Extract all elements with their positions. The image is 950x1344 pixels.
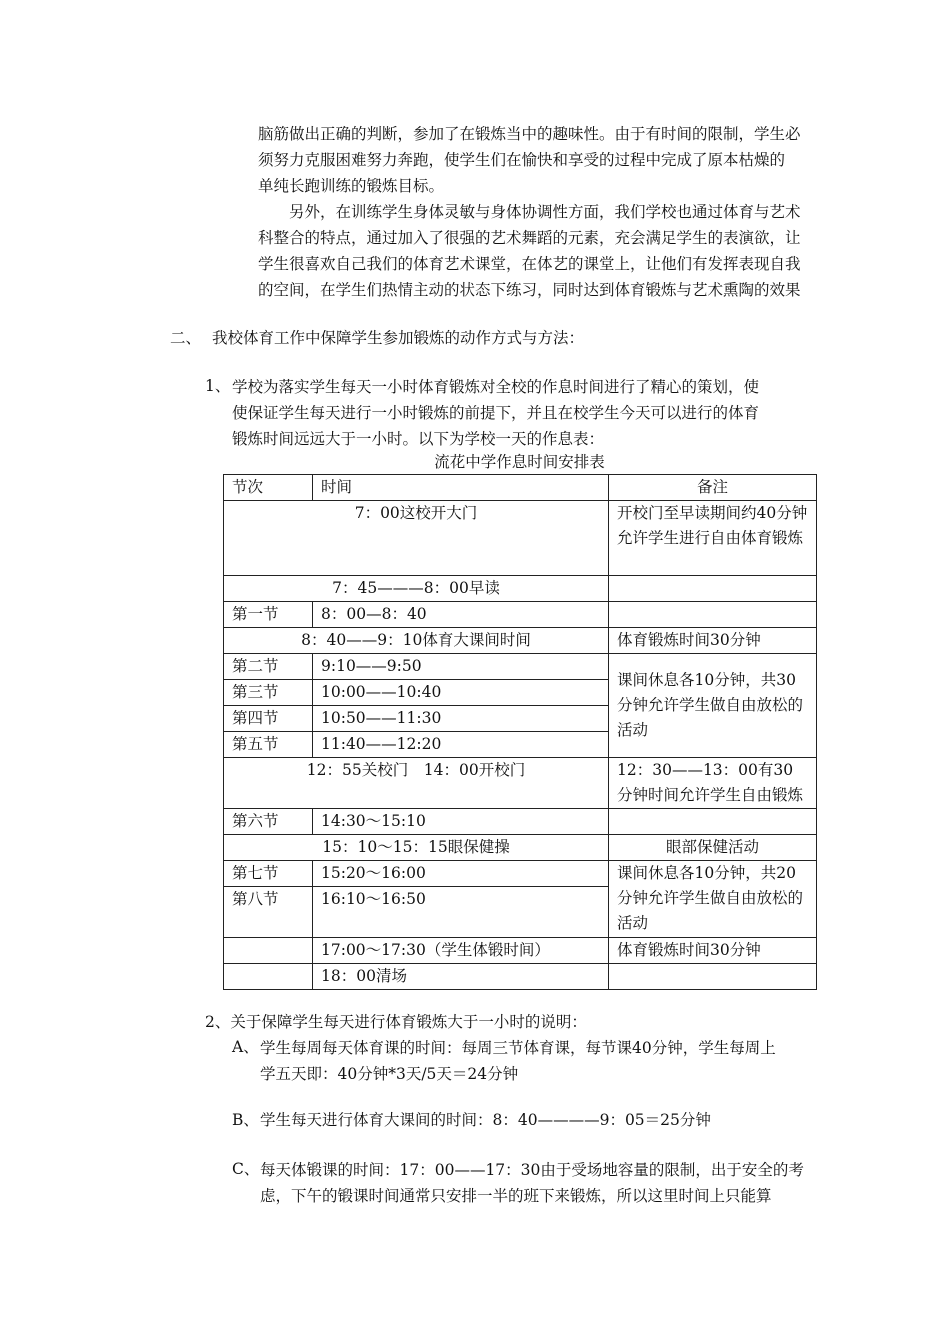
- row-morning-break-note: 课间休息各10分钟，共30分钟允许学生做自由放松的活动: [609, 654, 817, 758]
- row-open-note: 开校门至早读期间约40分钟允许学生进行自由体育锻炼: [609, 501, 817, 576]
- item1-paragraph: [232, 374, 810, 452]
- table-row: [224, 809, 817, 835]
- row-open-time: 7：00这校开大门: [224, 501, 609, 576]
- period-label: 第四节: [224, 706, 313, 732]
- period-label: 第二节: [224, 654, 313, 680]
- period-label-empty: [224, 938, 313, 964]
- period-label: 第六节: [224, 809, 313, 835]
- row-big-break: 8：40——9：10体育大课间时间: [224, 628, 609, 654]
- table-row: [224, 576, 817, 602]
- intro-line: 科整合的特点，通过加入了很强的艺术舞蹈的元素，充会满足学生的表演欲，让: [258, 229, 801, 247]
- header-note: 备注: [609, 475, 817, 501]
- intro-line: 须努力克服困难努力奔跑，使学生们在愉快和享受的过程中完成了原本枯燥的: [258, 151, 786, 169]
- row-exercise-note: 体育锻炼时间30分钟: [609, 938, 817, 964]
- period-time: 8：00—8：40: [313, 602, 609, 628]
- row-morning-read: 7：45———8：00早读: [224, 576, 609, 602]
- intro-line: 学生很喜欢自己我们的体育艺术课堂，在体艺的课堂上，让他们有发挥表现自我: [258, 255, 801, 273]
- intro-paragraph: [258, 121, 810, 303]
- table-row: [224, 938, 817, 964]
- row-eye-note: 眼部保健活动: [609, 835, 817, 861]
- item1-line: 锻炼时间远远大于一小时。以下为学校一天的作息表：: [232, 430, 605, 448]
- item2-b-label: B、: [232, 1111, 259, 1129]
- row-empty-note: [609, 809, 817, 835]
- row-big-break-note: 体育锻炼时间30分钟: [609, 628, 817, 654]
- period-label: 第三节: [224, 680, 313, 706]
- table-row: [224, 628, 817, 654]
- item2-title: 2、关于保障学生每天进行体育锻炼大于一小时的说明：: [205, 1013, 587, 1031]
- row-clear-time: 18：00清场: [313, 964, 609, 990]
- item2-line: 虑，下午的锻课时间通常只安排一半的班下来锻炼，所以这里时间上只能算: [260, 1187, 772, 1205]
- period-label-empty: [224, 964, 313, 990]
- table-row: [224, 501, 817, 576]
- table-row: [224, 602, 817, 628]
- period-label: 第五节: [224, 732, 313, 758]
- row-exercise-time: 17:00～17:30（学生体锻时间）: [313, 938, 609, 964]
- table-row: [224, 835, 817, 861]
- table-caption: 流花中学作息时间安排表: [434, 453, 605, 471]
- period-time: 10:00——10:40: [313, 680, 609, 706]
- item-number: 1、: [205, 377, 231, 395]
- item1-line: 使保证学生每天进行一小时锻炼的前提下，并且在校学生今天可以进行的体育: [232, 404, 760, 422]
- item2-c-label: C、: [232, 1160, 260, 1178]
- period-time: 15:20～16:00: [313, 861, 609, 887]
- table-row: [224, 861, 817, 887]
- row-empty-note: [609, 602, 817, 628]
- item2-a-label: A、: [232, 1038, 259, 1056]
- row-noon-note: 12：30——13：00有30分钟时间允许学生自由锻炼: [609, 758, 817, 809]
- row-empty-note: [609, 964, 817, 990]
- row-noon: 12：55关校门 14：00开校门: [224, 758, 609, 809]
- table-header-row: [224, 475, 817, 501]
- section-number: 二、: [170, 329, 202, 347]
- period-label: 第八节: [224, 887, 313, 938]
- period-time: 16:10～16:50: [313, 887, 609, 938]
- row-afternoon-break-note: 课间休息各10分钟，共20分钟允许学生做自由放松的活动: [609, 861, 817, 938]
- item2-line: 每天体锻课的时间：17：00——17：30由于受场地容量的限制，出于安全的考: [260, 1161, 804, 1179]
- period-time: 9:10——9:50: [313, 654, 609, 680]
- intro-line: 脑筋做出正确的判断，参加了在锻炼当中的趣味性。由于有时间的限制，学生必: [258, 125, 801, 143]
- item2-b-text: 学生每天进行体育大课间的时间：8：40————9：05＝25分钟: [260, 1111, 711, 1129]
- period-label: 第一节: [224, 602, 313, 628]
- item2-line: 学生每周每天体育课的时间：每周三节体育课，每节课40分钟，学生每周上: [260, 1039, 776, 1057]
- item2-c-text: [260, 1157, 810, 1209]
- row-eye-exercise: 15：10～15：15眼保健操: [224, 835, 609, 861]
- intro-line: 另外，在训练学生身体灵敏与身体协调性方面，我们学校也通过体育与艺术: [289, 203, 801, 221]
- intro-line: 单纯长跑训练的锻炼目标。: [258, 177, 445, 195]
- header-time: 时间: [313, 475, 609, 501]
- table-row: [224, 758, 817, 809]
- intro-line: 的空间，在学生们热情主动的状态下练习，同时达到体育锻炼与艺术熏陶的效果: [258, 281, 801, 299]
- table-row: [224, 654, 817, 680]
- period-time: 11:40——12:20: [313, 732, 609, 758]
- period-time: 14:30～15:10: [313, 809, 609, 835]
- header-period: 节次: [224, 475, 313, 501]
- table-row: [224, 964, 817, 990]
- item2-a-text: [260, 1035, 810, 1087]
- item2-line: 学五天即：40分钟*3天/5天＝24分钟: [260, 1065, 519, 1083]
- item1-line: 学校为落实学生每天一小时体育锻炼对全校的作息时间进行了精心的策划，使: [232, 378, 760, 396]
- schedule-table: [223, 474, 817, 990]
- period-label: 第七节: [224, 861, 313, 887]
- row-empty-note: [609, 576, 817, 602]
- period-time: 10:50——11:30: [313, 706, 609, 732]
- section-title: 我校体育工作中保障学生参加锻炼的动作方式与方法：: [212, 329, 585, 347]
